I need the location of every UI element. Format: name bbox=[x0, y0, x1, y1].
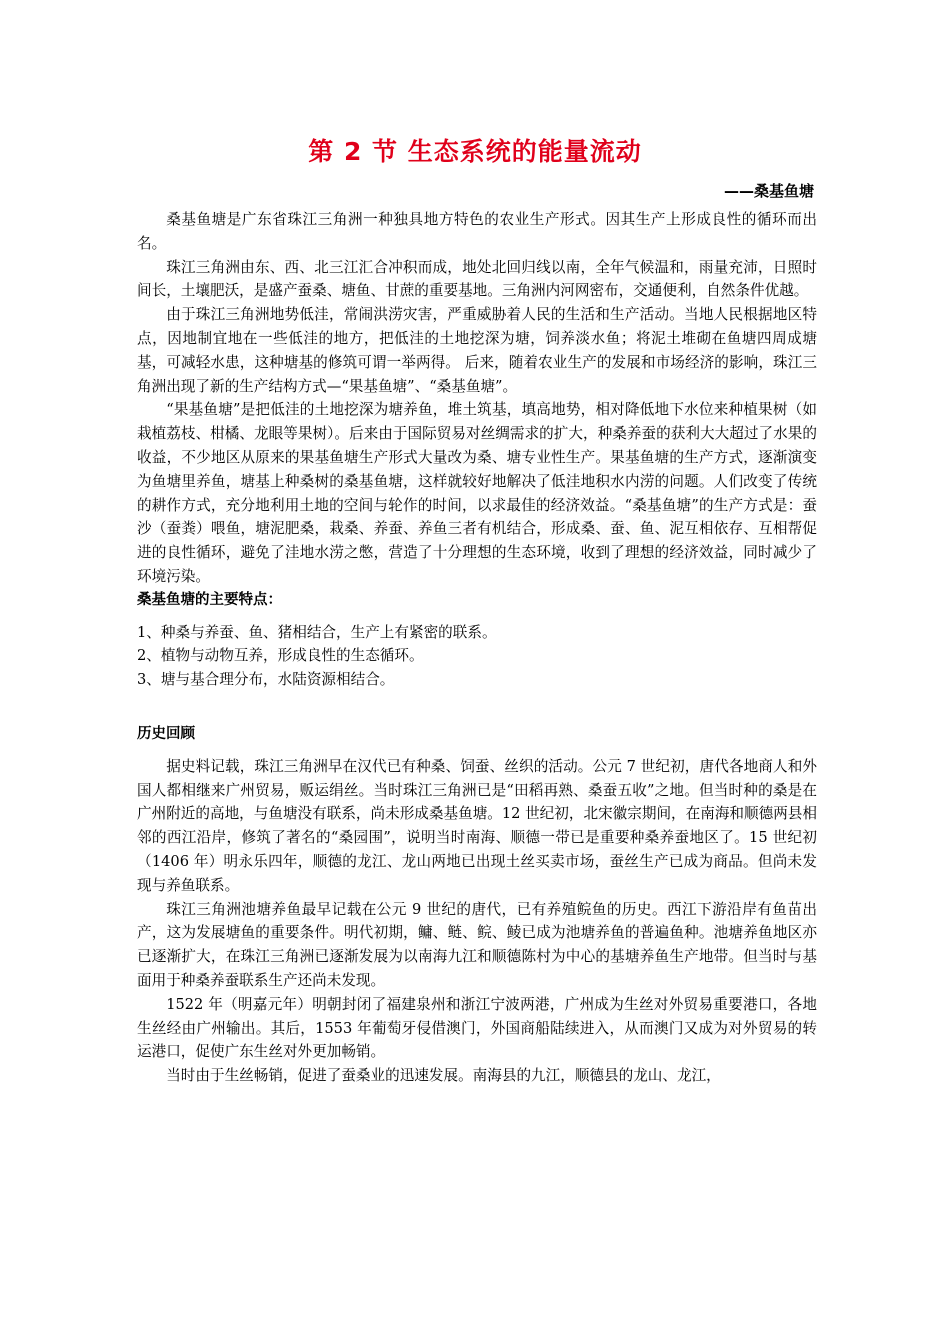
intro-paragraph: 珠江三角洲由东、西、北三江汇合冲积而成，地处北回归线以南，全年气候温和，雨量充沛，日照时间长，土壤肥沃，是盛产蚕桑、塘鱼、甘蔗的重要基地。三角洲内河网密布，交通便利，自然条件优越。 bbox=[137, 258, 817, 300]
page-subtitle: ——桑基鱼塘 bbox=[723, 182, 814, 200]
history-heading: 历史回顾 bbox=[137, 725, 195, 742]
intro-paragraph: 桑基鱼塘是广东省珠江三角洲一种独具地方特色的农业生产形式。因其生产上形成良性的循环而出名。 bbox=[137, 211, 817, 252]
feature-item: 3、塘与基合理分布，水陆资源相结合。 bbox=[137, 671, 395, 689]
features-heading: 桑基鱼塘的主要特点： bbox=[137, 591, 282, 608]
history-paragraph: 1522 年（明嘉元年）明朝封闭了福建泉州和浙江宁波两港，广州成为生丝对外贸易重要港口，各地生丝经由广州输出。其后，1553 年葡萄牙侵借澳门，外国商船陆续进入，从而澳门又成为对外贸易的转运港口，促使广东生丝对外更加畅销。 bbox=[137, 995, 817, 1061]
intro-paragraph: “果基鱼塘”是把低洼的土地挖深为塘养鱼，堆土筑基，填高地势，相对降低地下水位来种植果树（如栽植荔枝、柑橘、龙眼等果树）。后来由于国际贸易对丝绸需求的扩大，种桑养蚕的获利大大超过了水果的收益，不少地区从原来的果基鱼塘生产形式大量改为桑、塘专业性生产。果基鱼塘的生产方式，逐渐演变为鱼塘里养鱼，塘基上种桑树的桑基鱼塘，这样就较好地解决了低洼地积水内涝的问题。人们改变了传统的耕作方式，充分地利用土地的空间与轮作的时间，以求最佳的经济效益。“桑基鱼塘”的生产方式是：蚕沙（蚕粪）喂鱼，塘泥肥桑，栽桑、养蚕、养鱼三者有机结合，形成桑、蚕、鱼、泥互相依存、互相帮促进的良性循环，避免了洼地水涝之憋，营造了十分理想的生态环境，收到了理想的经济效益，同时减少了环境污染。 bbox=[137, 401, 817, 585]
history-paragraph: 当时由于生丝畅销，促进了蚕桑业的迅速发展。南海县的九江，顺德县的龙山、龙江， bbox=[166, 1067, 721, 1085]
document-body bbox=[137, 208, 817, 1088]
page-title: 第 2 节 生态系统的能量流动 bbox=[308, 137, 642, 166]
history-paragraph: 据史料记载，珠江三角洲早在汉代已有种桑、饲蚕、丝织的活动。公元 7 世纪初，唐代各地商人和外国人都相继来广州贸易，贩运绢丝。当时珠江三角洲已是“田稻再熟、桑蚕五收”之地。但当时种的桑是在广州附近的高地，与鱼塘没有联系，尚未形成桑基鱼塘。12 世纪初，北宋徽宗期间，在南海和顺德两县相邻的西江沿岸，修筑了著名的“桑园围”，说明当时南海、顺德一带已是重要种桑养蚕地区了。15 世纪初（1406 年）明永乐四年，顺德的龙江、龙山两地已出现土丝买卖市场，蚕丝生产已成为商品。但尚未发现与养鱼联系。 bbox=[137, 757, 817, 894]
history-paragraph: 珠江三角洲池塘养鱼最早记载在公元 9 世纪的唐代，已有养殖鲩鱼的历史。西江下游沿岸有鱼苗出产，这为发展塘鱼的重要条件。明代初期，鳙、鲢、鲩、鲮已成为池塘养鱼的普遍鱼种。池塘养鱼地区亦已逐渐扩大，在珠江三角洲已逐渐发展为以南海九江和顺德陈村为中心的基塘养鱼生产地带。但当时与基面用于种桑养蚕联系生产还尚未发现。 bbox=[137, 900, 817, 989]
feature-item: 2、植物与动物互养，形成良性的生态循环。 bbox=[137, 647, 424, 665]
intro-paragraph: 由于珠江三角洲地势低洼，常闹洪涝灾害，严重威胁着人民的生活和生产活动。当地人民根据地区特点，因地制宜地在一些低洼的地方，把低洼的土地挖深为塘，饲养淡水鱼；将泥土堆砌在鱼塘四周成塘基，可减轻水患，这种塘基的修筑可谓一举两得。 后来，随着农业生产的发展和市场经济的影响，珠江三角洲出现了新的生产结构方式—“果基鱼塘”、“桑基鱼塘”。 bbox=[137, 306, 817, 395]
feature-item: 1、种桑与养蚕、鱼、猪相结合，生产上有紧密的联系。 bbox=[137, 623, 497, 641]
